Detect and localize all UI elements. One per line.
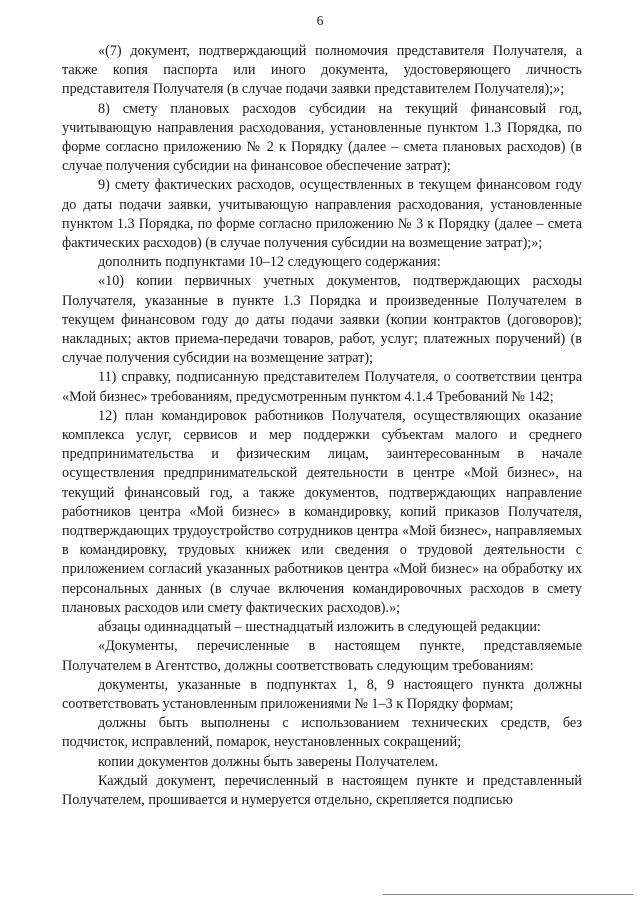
page-number: 6 [316, 13, 324, 28]
paragraph-item-7: «(7) документ, подтверждающий полномочия представителя Получателя, а также копия паспорта или иного документа, удостоверяющего личность представителя Получателя (в случае подачи заявки представителем Получателя);»; [62, 43, 582, 98]
document-body [62, 42, 582, 810]
paragraph-amend-abzacy: абзацы одиннадцатый – шестнадцатый изложить в следующей редакции: [98, 619, 541, 636]
paragraph-forms: документы, указанные в подпунктах 1, 8, 9 настоящего пункта должны соответствовать установленным приложениями № 1–3 к Порядку формам; [62, 676, 582, 712]
paragraph-amend-intro: дополнить подпунктами 10–12 следующего содержания: [98, 254, 441, 271]
paragraph-item-12: 12) план командировок работников Получателя, осуществляющих оказание комплекса услуг, сервисов и мер поддержки субъектам малого и среднего предпринимательства и физическим лицам, заинтересованным в начале осуществления предпринимательской деятельности в центре «Мой бизнес», на текущий финансовый год, а также документов, подтверждающих направление работников центра «Мой бизнес» в командировку, копий приказов Получателя, подтверждающих трудоустройство сотрудников центра «Мой бизнес», направляемых в командировку, трудовых книжек или сведения о трудовой деятельности с приложением согласий указанных работников центра «Мой бизнес» на обработку их персональных данных (в случае включения командировочных расходов в смету плановых расходов или смету фактических расходов).»; [62, 407, 582, 616]
paragraph-item-11: 11) справку, подписанную представителем Получателя, о соответствии центра «Мой бизнес» требованиям, предусмотренным пунктом 4.1.4 Требований № 142; [62, 369, 582, 405]
paragraph-requirements: «Документы, перечисленные в настоящем пункте, представляемые Получателем в Агентство, должны соответствовать следующим требованиям: [62, 638, 582, 674]
footer-divider [383, 894, 633, 895]
paragraph-copies: копии документов должны быть заверены Получателем. [98, 753, 439, 770]
paragraph-item-9: 9) смету фактических расходов, осуществленных в текущем финансовом году до даты подачи заявки, учитывающую направления расходования, установленные пунктом 1.3 Порядка, по форме согласно приложению № 3 к Порядку (далее – смета фактических расходов) (в случае получения субсидии на возмещение затрат);»; [62, 177, 582, 252]
paragraph-binding: Каждый документ, перечисленный в настоящем пункте и представленный Получателем, прошивается и нумеруется отдельно, скрепляется подписью [62, 772, 582, 808]
paragraph-item-10: «10) копии первичных учетных документов, подтверждающих расходы Получателя, указанные в пункте 1.3 Порядка и произведенные Получателем в текущем финансовом году до даты подачи заявки (копии контрактов (договоров); накладных; актов приема-передачи товаров, работ, услуг; платежных поручений) (в случае получения субсидии на возмещение затрат); [62, 273, 582, 367]
paragraph-technical: должны быть выполнены с использованием технических средств, без подчисток, исправлений, помарок, неустановленных сокращений; [62, 715, 582, 751]
paragraph-item-8: 8) смету плановых расходов субсидии на текущий финансовый год, учитывающую направления расходования, установленные пунктом 1.3 Порядка, по форме согласно приложению № 2 к Порядку (далее – смета плановых расходов) (в случае получения субсидии на финансовое обеспечение затрат); [62, 100, 582, 175]
